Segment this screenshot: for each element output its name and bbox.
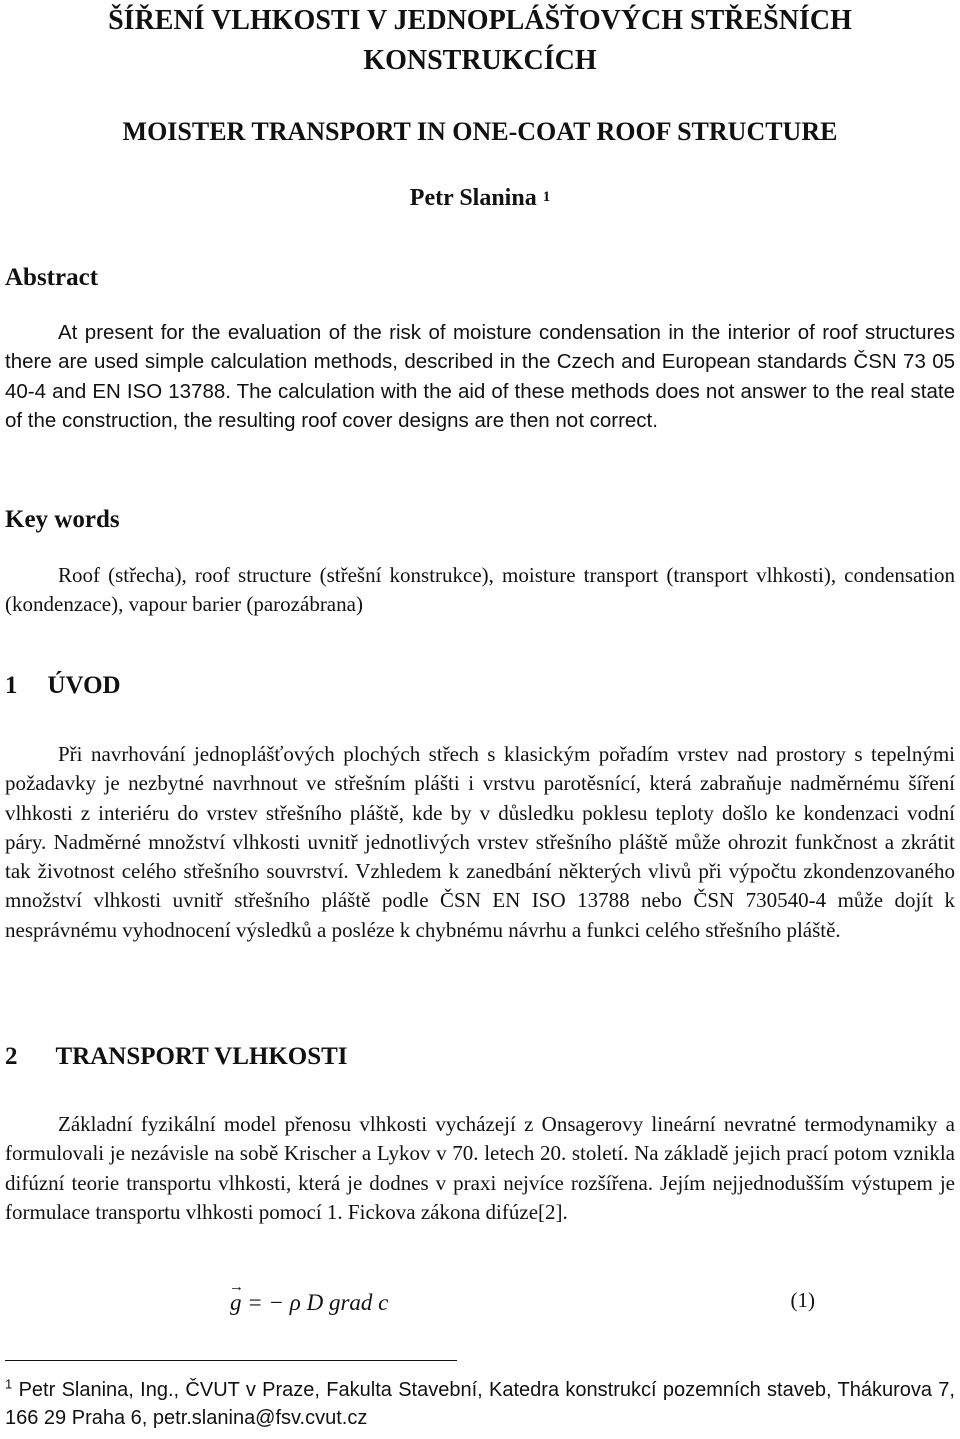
equation-number: (1) [790,1288,815,1312]
abstract-text: At present for the evaluation of the risk of moisture condensation in the interior of roof structures there are used simple calculation methods, described in the Czech and European standards ČSN 73 05 40-4 and EN ISO 13788. The calculation with the aid of these methods does not answer to the real state of the construction, the resulting roof cover designs are then not correct. [5,321,955,432]
section-1-title: ÚVOD [47,672,121,699]
section-2-heading [5,1042,348,1072]
section-1-heading [5,671,121,701]
section-2-title: TRANSPORT VLHKOSTI [55,1043,348,1070]
equation-lhs: → g [230,1288,242,1318]
section-2-number: 2 [5,1043,18,1070]
author-footnote-mark: 1 [542,189,551,205]
equation-rhs: = − ρ D grad c [247,1290,389,1315]
footnote-mark: 1 [5,1376,13,1392]
paper-title-line-1: ŠÍŘENÍ VLHKOSTI V JEDNOPLÁŠŤOVÝCH STŘEŠNÍCH [108,5,852,36]
footnote [5,1376,955,1432]
section-1-text: Při navrhování jednoplášťových plochých střech s klasickým pořadím vrstev nad prostory s tepelnými požadavky je nezbytné navrhnout ve střešním plášti i vrstvu parotěsnící, která zabraňuje nadměrnému šíření vlhkosti z interiéru do vrstev střešního pláště, kde by v důsledku poklesu teploty došlo ke kondenzaci vodní páry. Nadměrné množství vlhkosti uvnitř jednotlivých vrstev střešního pláště může ohrozit funkčnost a zkrátit tak životnost celého střešního souvrství. Vzhledem k zanedbání některých vlivů při výpočtu zkondenzovaného množství vlhkosti uvnitř střešního pláště podle ČSN EN ISO 13788 nebo ČSN 730540-4 může dojít k nesprávnému vyhodnocení výsledků a posléze k chybnému návrhu a funkci celého střešního pláště. [5,742,955,942]
keywords-heading: Key words [5,506,120,533]
author-line [0,183,960,216]
equation-1 [230,1288,388,1318]
footnote-rule [5,1360,457,1361]
section-1-number: 1 [5,672,18,699]
section-2-text: Základní fyzikální model přenosu vlhkosti vycházejí z Onsagerovy lineární nevratné termodynamiky a formulovali je nezávisle na sobě Krischer a Lykov v 70. letech 20. století. Na základě jejich prací potom vznikla difúzní teorie transportu vlhkosti, která je dodnes v praxi nejvíce rozšířena. Jejím nejjednodušším výstupem je formulace transportu vlhkosti pomocí 1. Fickova zákona difúze[2]. [5,1112,955,1224]
abstract-heading: Abstract [5,264,99,291]
keywords-text: Roof (střecha), roof structure (střešní konstrukce), moisture transport (transport vlhkosti), condensation (kondenzace), vapour barier (parozábrana) [5,563,955,617]
paper-title-line-2: KONSTRUKCÍCH [363,45,597,76]
paper-subtitle: MOISTER TRANSPORT IN ONE-COAT ROOF STRUCTURE [122,117,838,146]
footnote-text: Petr Slanina, Ing., ČVUT v Praze, Fakulta Stavební, Katedra konstrukcí pozemních staveb, Thákurova 7, 166 29 Praha 6, petr.slanina@fsv.cvut.cz [5,1379,955,1429]
author-name: Petr Slanina [409,185,537,211]
